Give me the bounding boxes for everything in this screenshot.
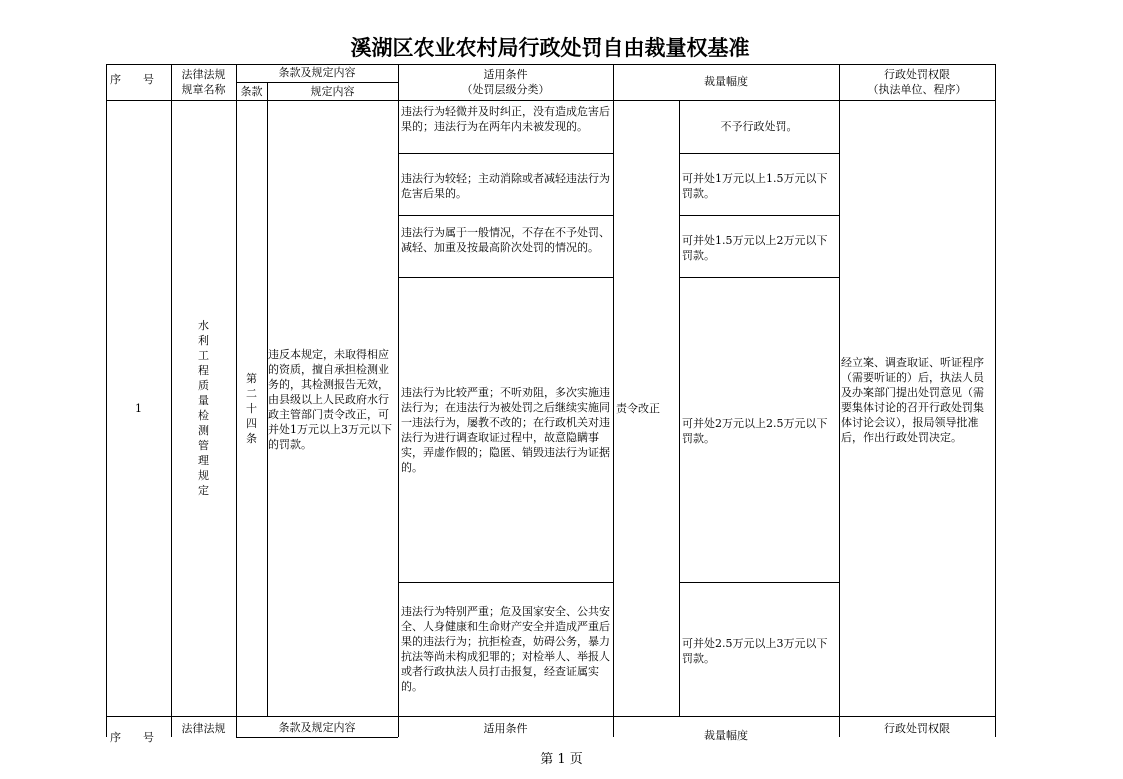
header-law xyxy=(171,65,236,101)
repeat-header-law: 法律法规 xyxy=(181,722,226,735)
header-law-line1: 法律法规 xyxy=(181,68,226,81)
level-5-condition: 违法行为特别严重；危及国家安全、公共安全、人身健康和生命财产安全并造成严重后果的违法行为；抗拒检查，妨碍公务，暴力抗法等尚未构成犯罪的；对检举人、举报人或者行政执法人员打击报复，经查证属实的。 xyxy=(401,605,610,693)
repeat-header-range: 裁量幅度 xyxy=(704,729,748,742)
level-3-condition: 违法行为属于一般情况，不存在不予处罚、减轻、加重及按最高阶次处罚的情况的。 xyxy=(401,226,610,254)
header-authority xyxy=(839,65,995,101)
header-clause-content: 规定内容 xyxy=(310,85,355,98)
row-law-name: 水利工程质量检测管理规定 xyxy=(198,319,209,497)
level-5-range: 可并处2.5万元以上3万元以下罚款。 xyxy=(682,637,828,665)
header-range: 裁量幅度 xyxy=(704,75,748,88)
header-law-line2: 规章名称 xyxy=(181,83,226,96)
repeat-header-authority: 行政处罚权限 xyxy=(884,722,950,735)
row-order: 责令改正 xyxy=(616,402,660,415)
level-4-range: 可并处2万元以上2.5万元以下罚款。 xyxy=(682,417,828,445)
header-clause-group: 条款及规定内容 xyxy=(278,66,356,79)
header-condition-line1: 适用条件 xyxy=(483,68,528,81)
row-authority: 经立案、调查取证、听证程序（需要听证的）后，执法人员及办案部门提出处罚意见（需要集体讨论的召开行政处罚集体讨论会议），报局领导批准后，作出行政处罚决定。 xyxy=(841,356,984,444)
header-clause-no: 条款 xyxy=(240,85,263,98)
level-1-condition: 违法行为轻微并及时纠正，没有造成危害后果的；违法行为在两年内未被发现的。 xyxy=(401,105,610,133)
level-2-range: 可并处1万元以上1.5万元以下罚款。 xyxy=(682,172,828,200)
repeat-header xyxy=(0,717,1123,744)
header-seq-label: 序 号 xyxy=(110,73,154,86)
row-clause-no: 第二十四条 xyxy=(246,372,257,445)
header-condition xyxy=(398,65,613,101)
level-1-range: 不予行政处罚。 xyxy=(720,120,798,133)
row-seq: 1 xyxy=(135,402,142,415)
header-authority-line1: 行政处罚权限 xyxy=(884,68,950,81)
page-footer: 第 1 页 xyxy=(540,752,583,767)
level-3-range: 可并处1.5万元以上2万元以下罚款。 xyxy=(682,234,828,262)
level-2-condition: 违法行为较轻；主动消除或者减轻违法行为危害后果的。 xyxy=(401,172,610,200)
header-seq xyxy=(106,66,171,100)
header-authority-line2: （执法单位、程序） xyxy=(867,83,967,96)
repeat-header-seq: 序 号 xyxy=(110,731,154,744)
row-clause-content: 违反本规定，未取得相应的资质，擅自承担检测业务的，其检测报告无效，由县级以上人民政府水行政主管部门责令改正，可并处1万元以上3万元以下的罚款。 xyxy=(268,348,392,451)
repeat-header-condition: 适用条件 xyxy=(483,722,528,735)
page-title: 溪湖区农业农村局行政处罚自由裁量权基准 xyxy=(350,36,750,60)
header-condition-line2: （处罚层级分类） xyxy=(461,83,550,96)
level-4-condition: 违法行为比较严重；不听劝阻，多次实施违法行为；在违法行为被处罚之后继续实施同一违法行为，屡教不改的；在行政机关对违法行为进行调查取证过程中，故意隐瞒事实，弄虚作假的；隐匿、销毁违法行为证据的。 xyxy=(401,386,610,474)
repeat-header-clause: 条款及规定内容 xyxy=(278,721,356,734)
